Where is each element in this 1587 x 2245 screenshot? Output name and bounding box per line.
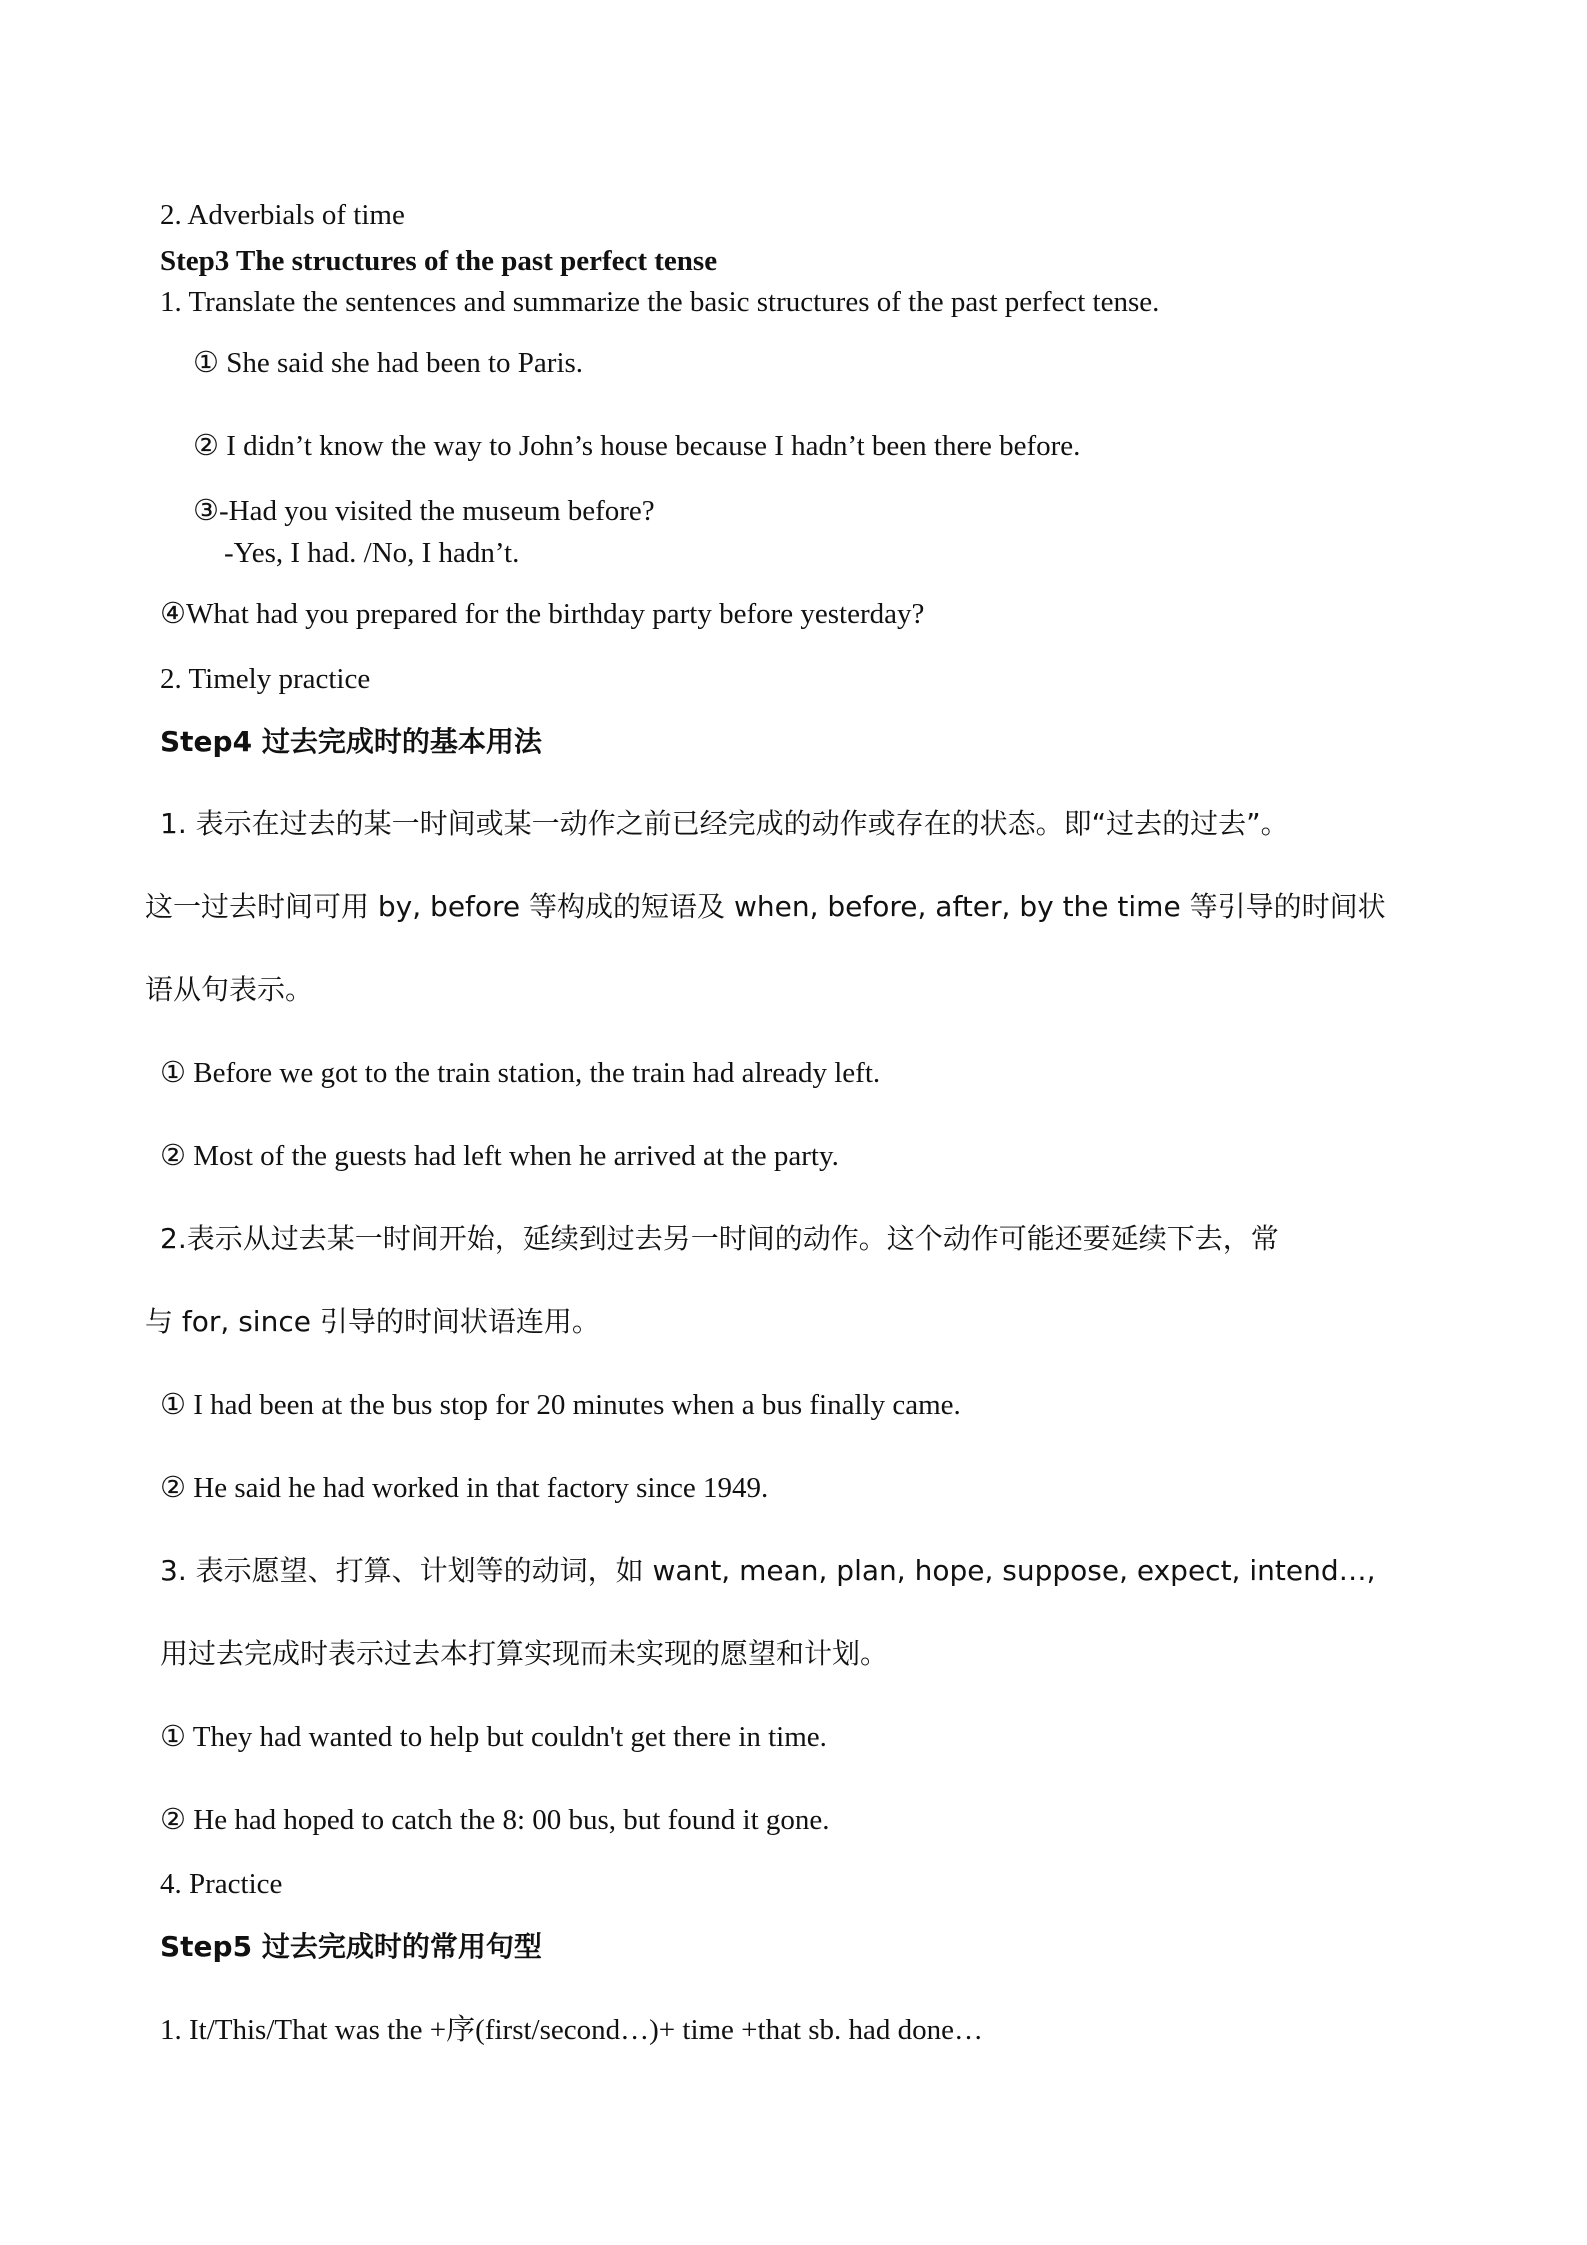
step4-point-2-example-2: ② He said he had worked in that factory since 1949. (160, 1472, 769, 1504)
step4-point-2-example-1: ① I had been at the bus stop for 20 minutes when a bus finally came. (160, 1389, 961, 1421)
step4-item-4: 4. Practice (160, 1868, 283, 1900)
step5-item-1: 1. It/This/That was the +序(first/second…)+ time +that sb. had done… (160, 2014, 984, 2046)
step4-point-1-example-2: ② Most of the guests had left when he arrived at the party. (160, 1140, 839, 1172)
step4-point-3-example-1: ① They had wanted to help but couldn't get there in time. (160, 1721, 827, 1753)
step4-point-3-example-2: ② He had hoped to catch the 8: 00 bus, but found it gone. (160, 1804, 830, 1836)
step4-point-1-example-1: ① Before we got to the train station, the train had already left. (160, 1057, 881, 1089)
step4-point-2-line-1: 2.表示从过去某一时间开始，延续到过去另一时间的动作。这个动作可能还要延续下去，常 (160, 1222, 1279, 1255)
step4-point-2-line-2: 与 for, since 引导的时间状语连用。 (145, 1305, 600, 1338)
step3-title: Step3 The structures of the past perfect tense (160, 245, 718, 277)
step3-example-3-answer: -Yes, I had. /No, I hadn’t. (224, 537, 520, 569)
step4-point-3-line-1: 3. 表示愿望、打算、计划等的动词，如 want, mean, plan, hope, suppose, expect, intend…, (160, 1554, 1376, 1587)
step4-point-1-line-3: 语从句表示。 (145, 973, 314, 1006)
step3-item-1: 1. Translate the sentences and summarize the basic structures of the past perfect tense. (160, 286, 1160, 318)
step3-example-1: ① She said she had been to Paris. (193, 347, 584, 379)
step4-title: Step4 过去完成时的基本用法 (160, 725, 542, 758)
step3-example-2: ② I didn’t know the way to John’s house because I hadn’t been there before. (193, 430, 1081, 462)
step3-example-3-question: ③-Had you visited the museum before? (193, 495, 655, 527)
step3-item-2: 2. Timely practice (160, 663, 371, 695)
adverbials-heading: 2. Adverbials of time (160, 199, 405, 231)
step5-title: Step5 过去完成时的常用句型 (160, 1930, 542, 1963)
step4-point-3-line-2: 用过去完成时表示过去本打算实现而未实现的愿望和计划。 (160, 1637, 889, 1670)
step3-example-4: ④What had you prepared for the birthday party before yesterday? (160, 598, 925, 630)
step4-point-1-line-1: 1. 表示在过去的某一时间或某一动作之前已经完成的动作或存在的状态。即“过去的过去”。 (160, 807, 1289, 840)
step4-point-1-line-2: 这一过去时间可用 by, before 等构成的短语及 when, before, after, by the time 等引导的时间状 (145, 890, 1386, 923)
